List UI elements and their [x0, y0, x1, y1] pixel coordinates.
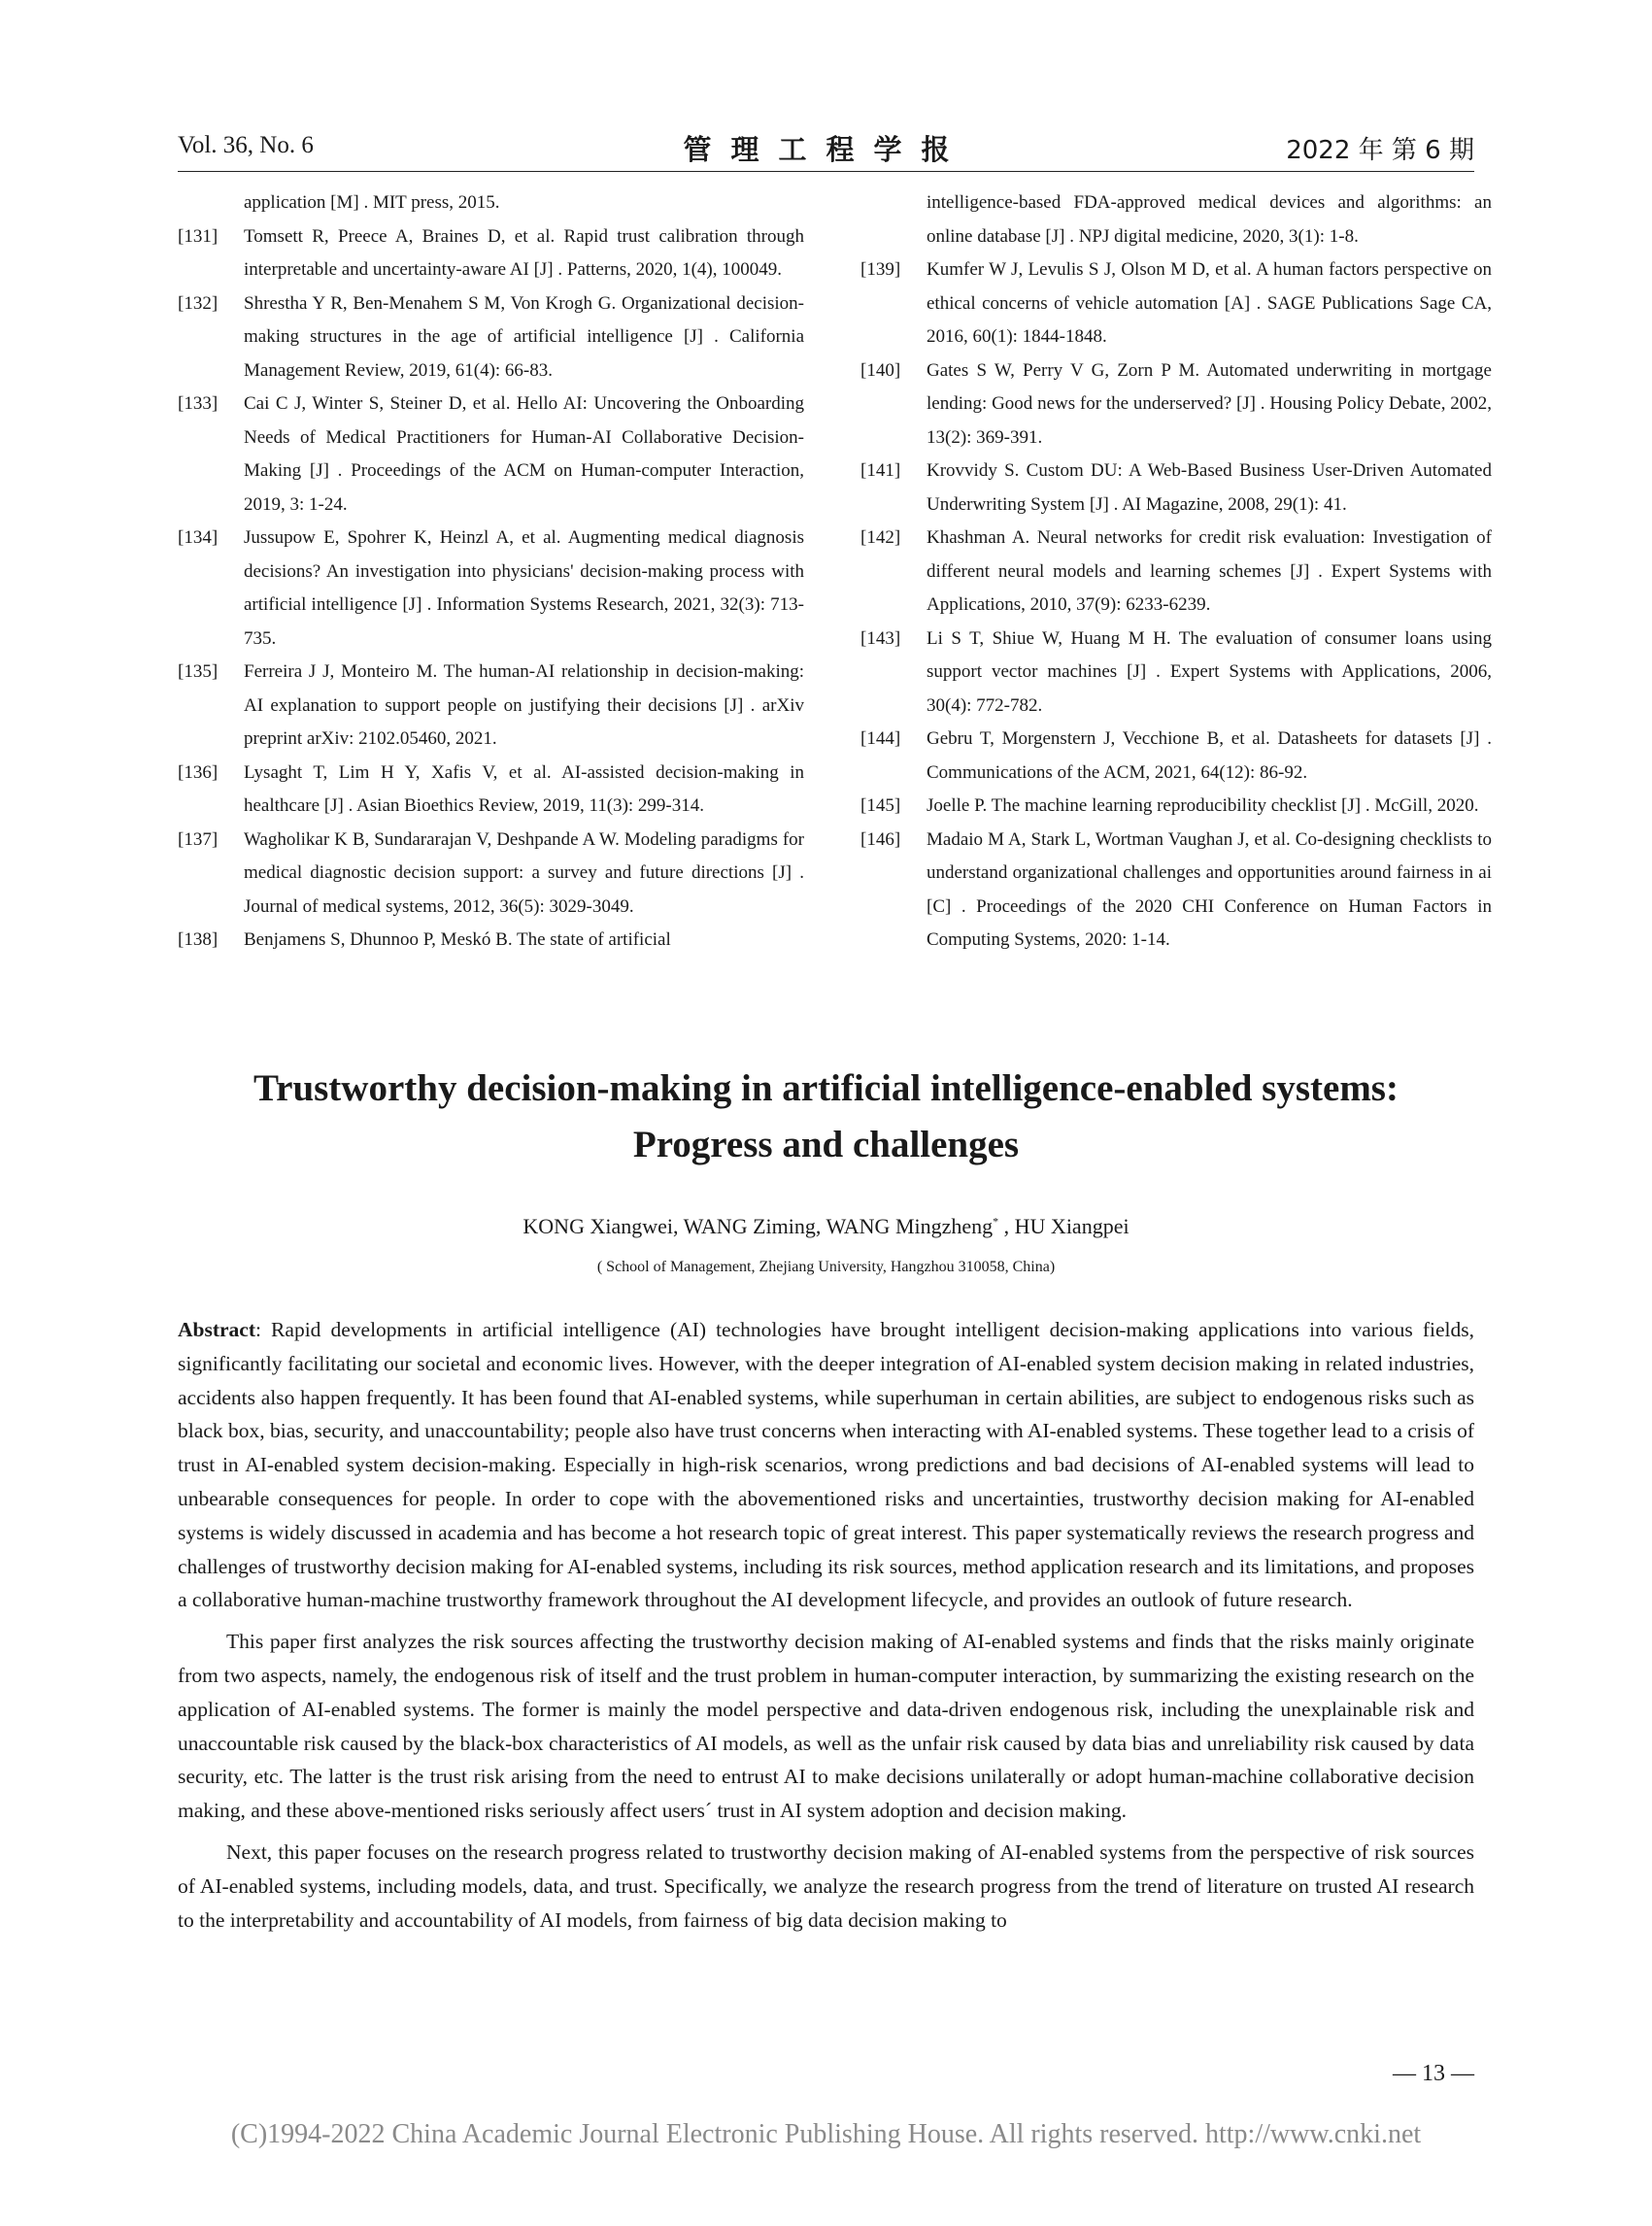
reference-entry: [131] Tomsett R, Preece A, Braines D, et al. Rapid trust calibration through interpretable and uncertainty-aware AI [J] . Patterns, 2020, 1(4), 100049.: [178, 225, 804, 280]
author-list: KONG Xiangwei, WANG Ziming, WANG Mingzheng* , HU Xiangpei: [523, 1214, 1129, 1238]
title-line-2: Progress and challenges: [632, 1124, 1020, 1165]
corresponding-author-mark: *: [993, 1214, 999, 1229]
running-header: [178, 128, 1474, 167]
abstract-body: [178, 1313, 1474, 1944]
reference-entry: [145] Joelle P. The machine learning reproducibility checklist [J] . McGill, 2020.: [860, 795, 1479, 816]
title-line-1: Trustworthy decision-making in artificial intelligence-enabled systems:: [253, 1067, 1399, 1109]
references-right-column: [860, 186, 1492, 958]
abstract-paragraph: This paper first analyzes the risk sources affecting the trustworthy decision making of AI-enabled systems and finds that the risks mainly originate from two aspects, namely, the endogenous risk of itself and the trust problem in human-computer interaction, by summarizing the existing research on the application of AI-enabled systems. The former is mainly the model perspective and data-driven endogenous risk, including the unexplainable risk and unaccountable risk caused by the black-box characteristics of AI models, as well as the unfair risk caused by data bias and unreliability risk caused by data security, etc. The latter is the trust risk arising from the need to entrust AI to make decisions unilaterally or adopt human-machine collaborative decision making, and these above-mentioned risks seriously affect users´ trust in AI system adoption and decision making.: [178, 1630, 1474, 1823]
affiliation: ( School of Management, Zhejiang University, Hangzhou 310058, China): [596, 1259, 1056, 1275]
header-divider: [178, 171, 1474, 172]
reference-entry: [139] Kumfer W J, Levulis S J, Olson M D, et al. A human factors perspective on ethical concerns of vehicle automation [A] . SAGE Publications Sage CA, 2016, 60(1): 1844-1848.: [860, 259, 1492, 347]
reference-entry: intelligence-based FDA-approved medical devices and algorithms: an online database [J] . NPJ digital medicine, 2020, 3(1): 1-8.: [927, 192, 1492, 247]
reference-entry: [133] Cai C J, Winter S, Steiner D, et al. Hello AI: Uncovering the Onboarding Needs of Medical Practitioners for Human-AI Collaborative Decision-Making [J] . Proceedings of the ACM on Human-computer Interaction, 2019, 3: 1-24.: [178, 393, 804, 515]
volume-label: Vol. 36, No. 6: [178, 132, 314, 158]
reference-entry: [146] Madaio M A, Stark L, Wortman Vaughan J, et al. Co-designing checklists to understand organizational challenges and opportunities around fairness in ai [C] . Proceedings of the 2020 CHI Conference on Human Factors in Computing Systems, 2020: 1-14.: [860, 828, 1492, 950]
reference-entry: [140] Gates S W, Perry V G, Zorn P M. Automated underwriting in mortgage lending: Good news for the underserved? [J] . Housing Policy Debate, 2002, 13(2): 369-391.: [860, 359, 1492, 448]
copyright-footer: (C)1994-2022 China Academic Journal Electronic Publishing House. All rights reserved. http://www.cnki.net: [230, 2119, 1422, 2149]
reference-entry: application [M] . MIT press, 2015.: [244, 192, 500, 213]
reference-entry: [132] Shrestha Y R, Ben-Menahem S M, Von Krogh G. Organizational decision-making structures in the age of artificial intelligence [J] . California Management Review, 2019, 61(4): 66-83.: [178, 292, 804, 381]
abstract-paragraph: Next, this paper focuses on the research progress related to trustworthy decision making of AI-enabled systems from the perspective of risk sources of AI-enabled systems, including models, data, and trust. Specifically, we analyze the research progress from the trend of literature on trusted AI research to the interpretability and accountability of AI models, from fairness of big data decision making to: [178, 1839, 1474, 1932]
reference-entry: [134] Jussupow E, Spohrer K, Heinzl A, et al. Augmenting medical diagnosis decisions? An investigation into physicians' decision-making process with artificial intelligence [J] . Information Systems Research, 2021, 32(3): 713-735.: [178, 527, 804, 649]
journal-name: 管理工程学报: [683, 133, 969, 166]
reference-entry: [135] Ferreira J J, Monteiro M. The human-AI relationship in decision-making: AI explanation to support people on justifying their decisions [J] . arXiv preprint arXiv: 2102.05460, 2021.: [178, 661, 804, 749]
reference-entry: [142] Khashman A. Neural networks for credit risk evaluation: Investigation of different neural models and learning schemes [J] . Expert Systems with Applications, 2010, 37(9): 6233-6239.: [860, 527, 1492, 615]
reference-entry: [138] Benjamens S, Dhunnoo P, Meskó B. The state of artificial: [178, 929, 671, 950]
paper-title: [146, 1061, 1506, 1173]
abstract-paragraph: Abstract: Rapid developments in artificial intelligence (AI) technologies have brought intelligent decision-making applications into various fields, significantly facilitating our societal and economic lives. However, with the deeper integration of AI-enabled system decision making in related industries, accidents also happen frequently. It has been found that AI-enabled systems, while superhuman in certain abilities, are subject to endogenous risks such as black box, bias, security, and unaccountability; people also have trust concerns when interacting with AI-enabled systems. These together lead to a crisis of trust in AI-enabled system decision-making. Especially in high-risk scenarios, wrong predictions and bad decisions of AI-enabled systems will lead to unbearable consequences for people. In order to cope with the abovementioned risks and uncertainties, trustworthy decision making for AI-enabled systems is widely discussed in academia and has become a hot research topic of great interest. This paper systematically reviews the research progress and challenges of trustworthy decision making for AI-enabled systems, including its risk sources, method application research and its limitations, and proposes a collaborative human-machine trustworthy framework throughout the AI development lifecycle, and provides an outlook of future research.: [178, 1318, 1474, 1612]
reference-entry: [141] Krovvidy S. Custom DU: A Web-Based Business User-Driven Automated Underwriting System [J] . AI Magazine, 2008, 29(1): 41.: [860, 460, 1492, 515]
abstract-label: Abstract: [178, 1318, 256, 1341]
reference-entry: [144] Gebru T, Morgenstern J, Vecchione B, et al. Datasheets for datasets [J] . Communications of the ACM, 2021, 64(12): 86-92.: [860, 728, 1492, 783]
reference-entry: [137] Wagholikar K B, Sundararajan V, Deshpande A W. Modeling paradigms for medical diagnostic decision support: a survey and future directions [J] . Journal of medical systems, 2012, 36(5): 3029-3049.: [178, 828, 804, 917]
issue-label: 2022 年 第 6 期: [1286, 136, 1474, 165]
references-left-column: [178, 186, 804, 958]
page-number: — 13 —: [1393, 2061, 1474, 2086]
reference-entry: [143] Li S T, Shiue W, Huang M H. The evaluation of consumer loans using support vector machines [J] . Expert Systems with Applications, 2006, 30(4): 772-782.: [860, 627, 1492, 716]
reference-entry: [136] Lysaght T, Lim H Y, Xafis V, et al. AI-assisted decision-making in healthcare [J] . Asian Bioethics Review, 2019, 11(3): 299-314.: [178, 761, 804, 816]
